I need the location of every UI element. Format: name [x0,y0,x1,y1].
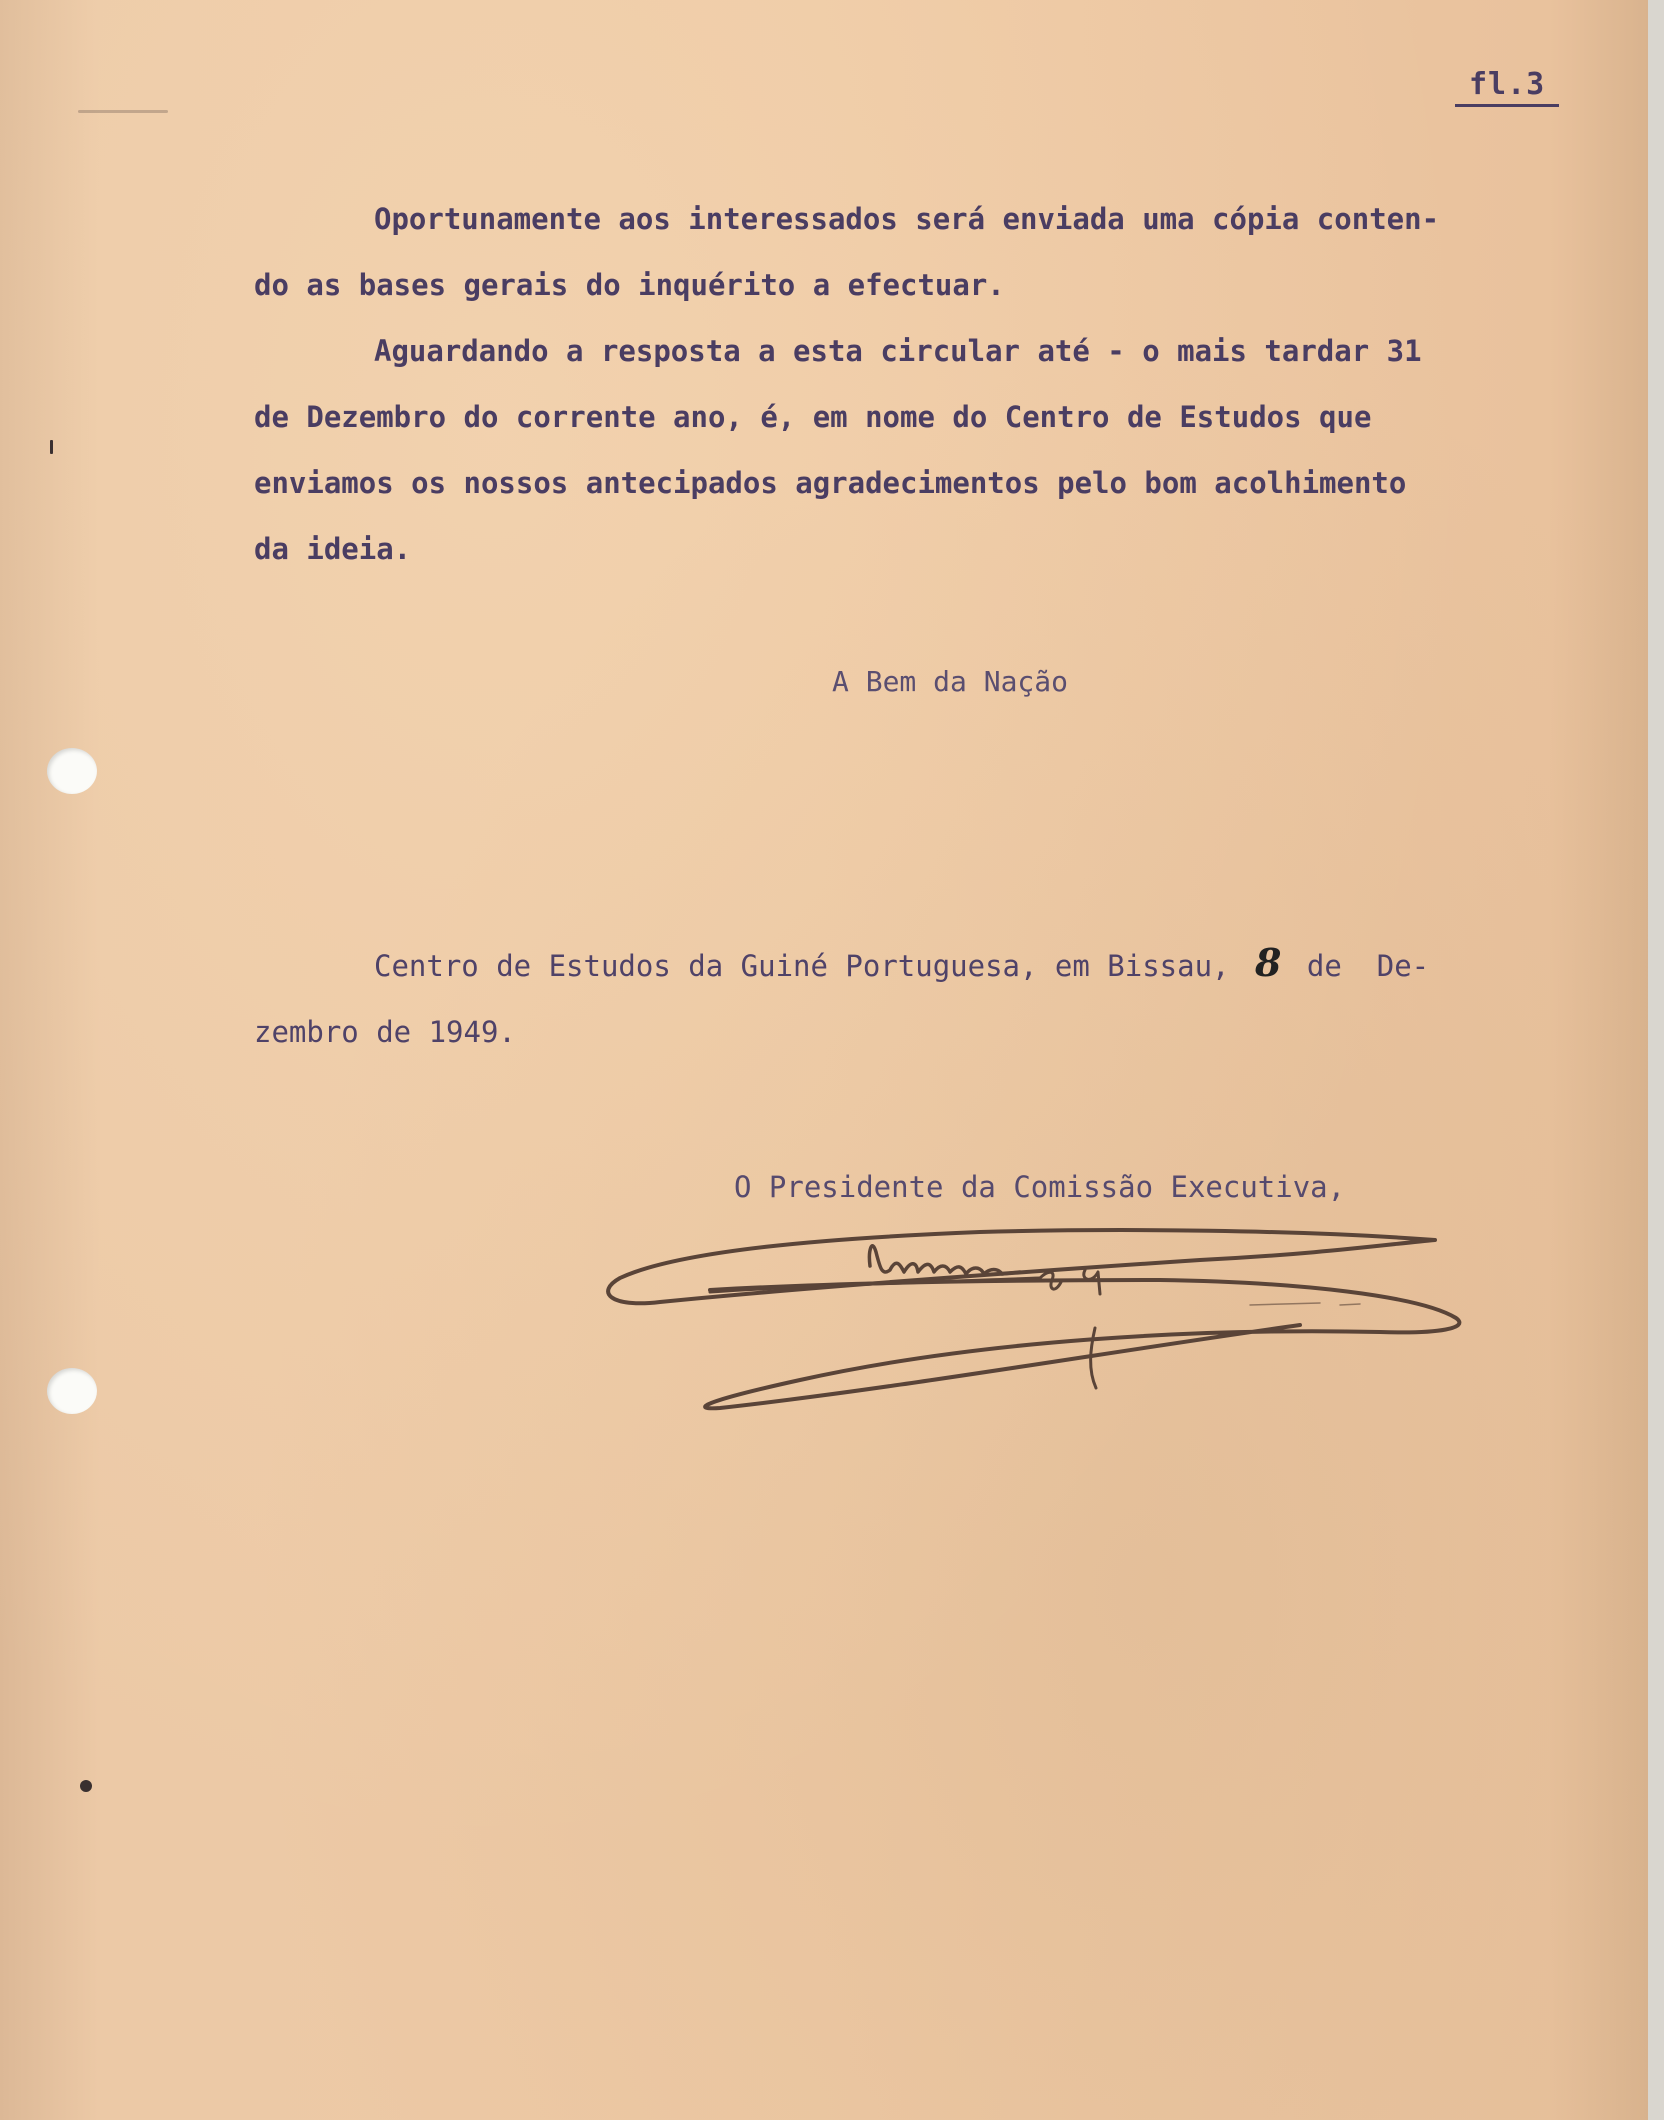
handwritten-signature [600,1210,1470,1420]
punch-hole-top [47,748,97,794]
paper-mark [78,110,168,113]
place-date-line-2: zembro de 1949. [254,1015,516,1049]
folio-number: fl.3 [1455,66,1559,107]
paragraph-1 [254,186,1584,318]
place-text: Centro de Estudos da Guiné Portuguesa, em Bissau, [374,949,1230,983]
paragraph-line: Oportunamente aos interessados será enviada uma cópia conten- [374,202,1440,236]
paragraph-line: da ideia. [254,532,412,566]
signature-title: O Presidente da Comissão Executiva, [734,1170,1346,1204]
ink-speck [50,440,53,454]
handwritten-day: 8 [1254,940,1282,985]
paragraph-line: do as bases gerais do inquérito a efectuar. [254,268,1005,302]
paragraph-2 [254,318,1584,582]
punch-hole-bottom [47,1368,97,1414]
ink-speck [80,1780,92,1792]
body-text [254,186,1584,582]
place-date-line-1 [254,930,1429,999]
closing-salutation: A Bem da Nação [832,665,1069,698]
month-start: de De- [1306,949,1430,983]
paragraph-line: enviamos os nossos antecipados agradecimentos pelo bom acolhimento [254,466,1407,500]
paragraph-line: de Dezembro do corrente ano, é, em nome do Centro de Estudos que [254,400,1372,434]
place-and-date [254,930,1429,1065]
paragraph-line: Aguardando a resposta a esta circular até - o mais tardar 31 [374,334,1422,368]
